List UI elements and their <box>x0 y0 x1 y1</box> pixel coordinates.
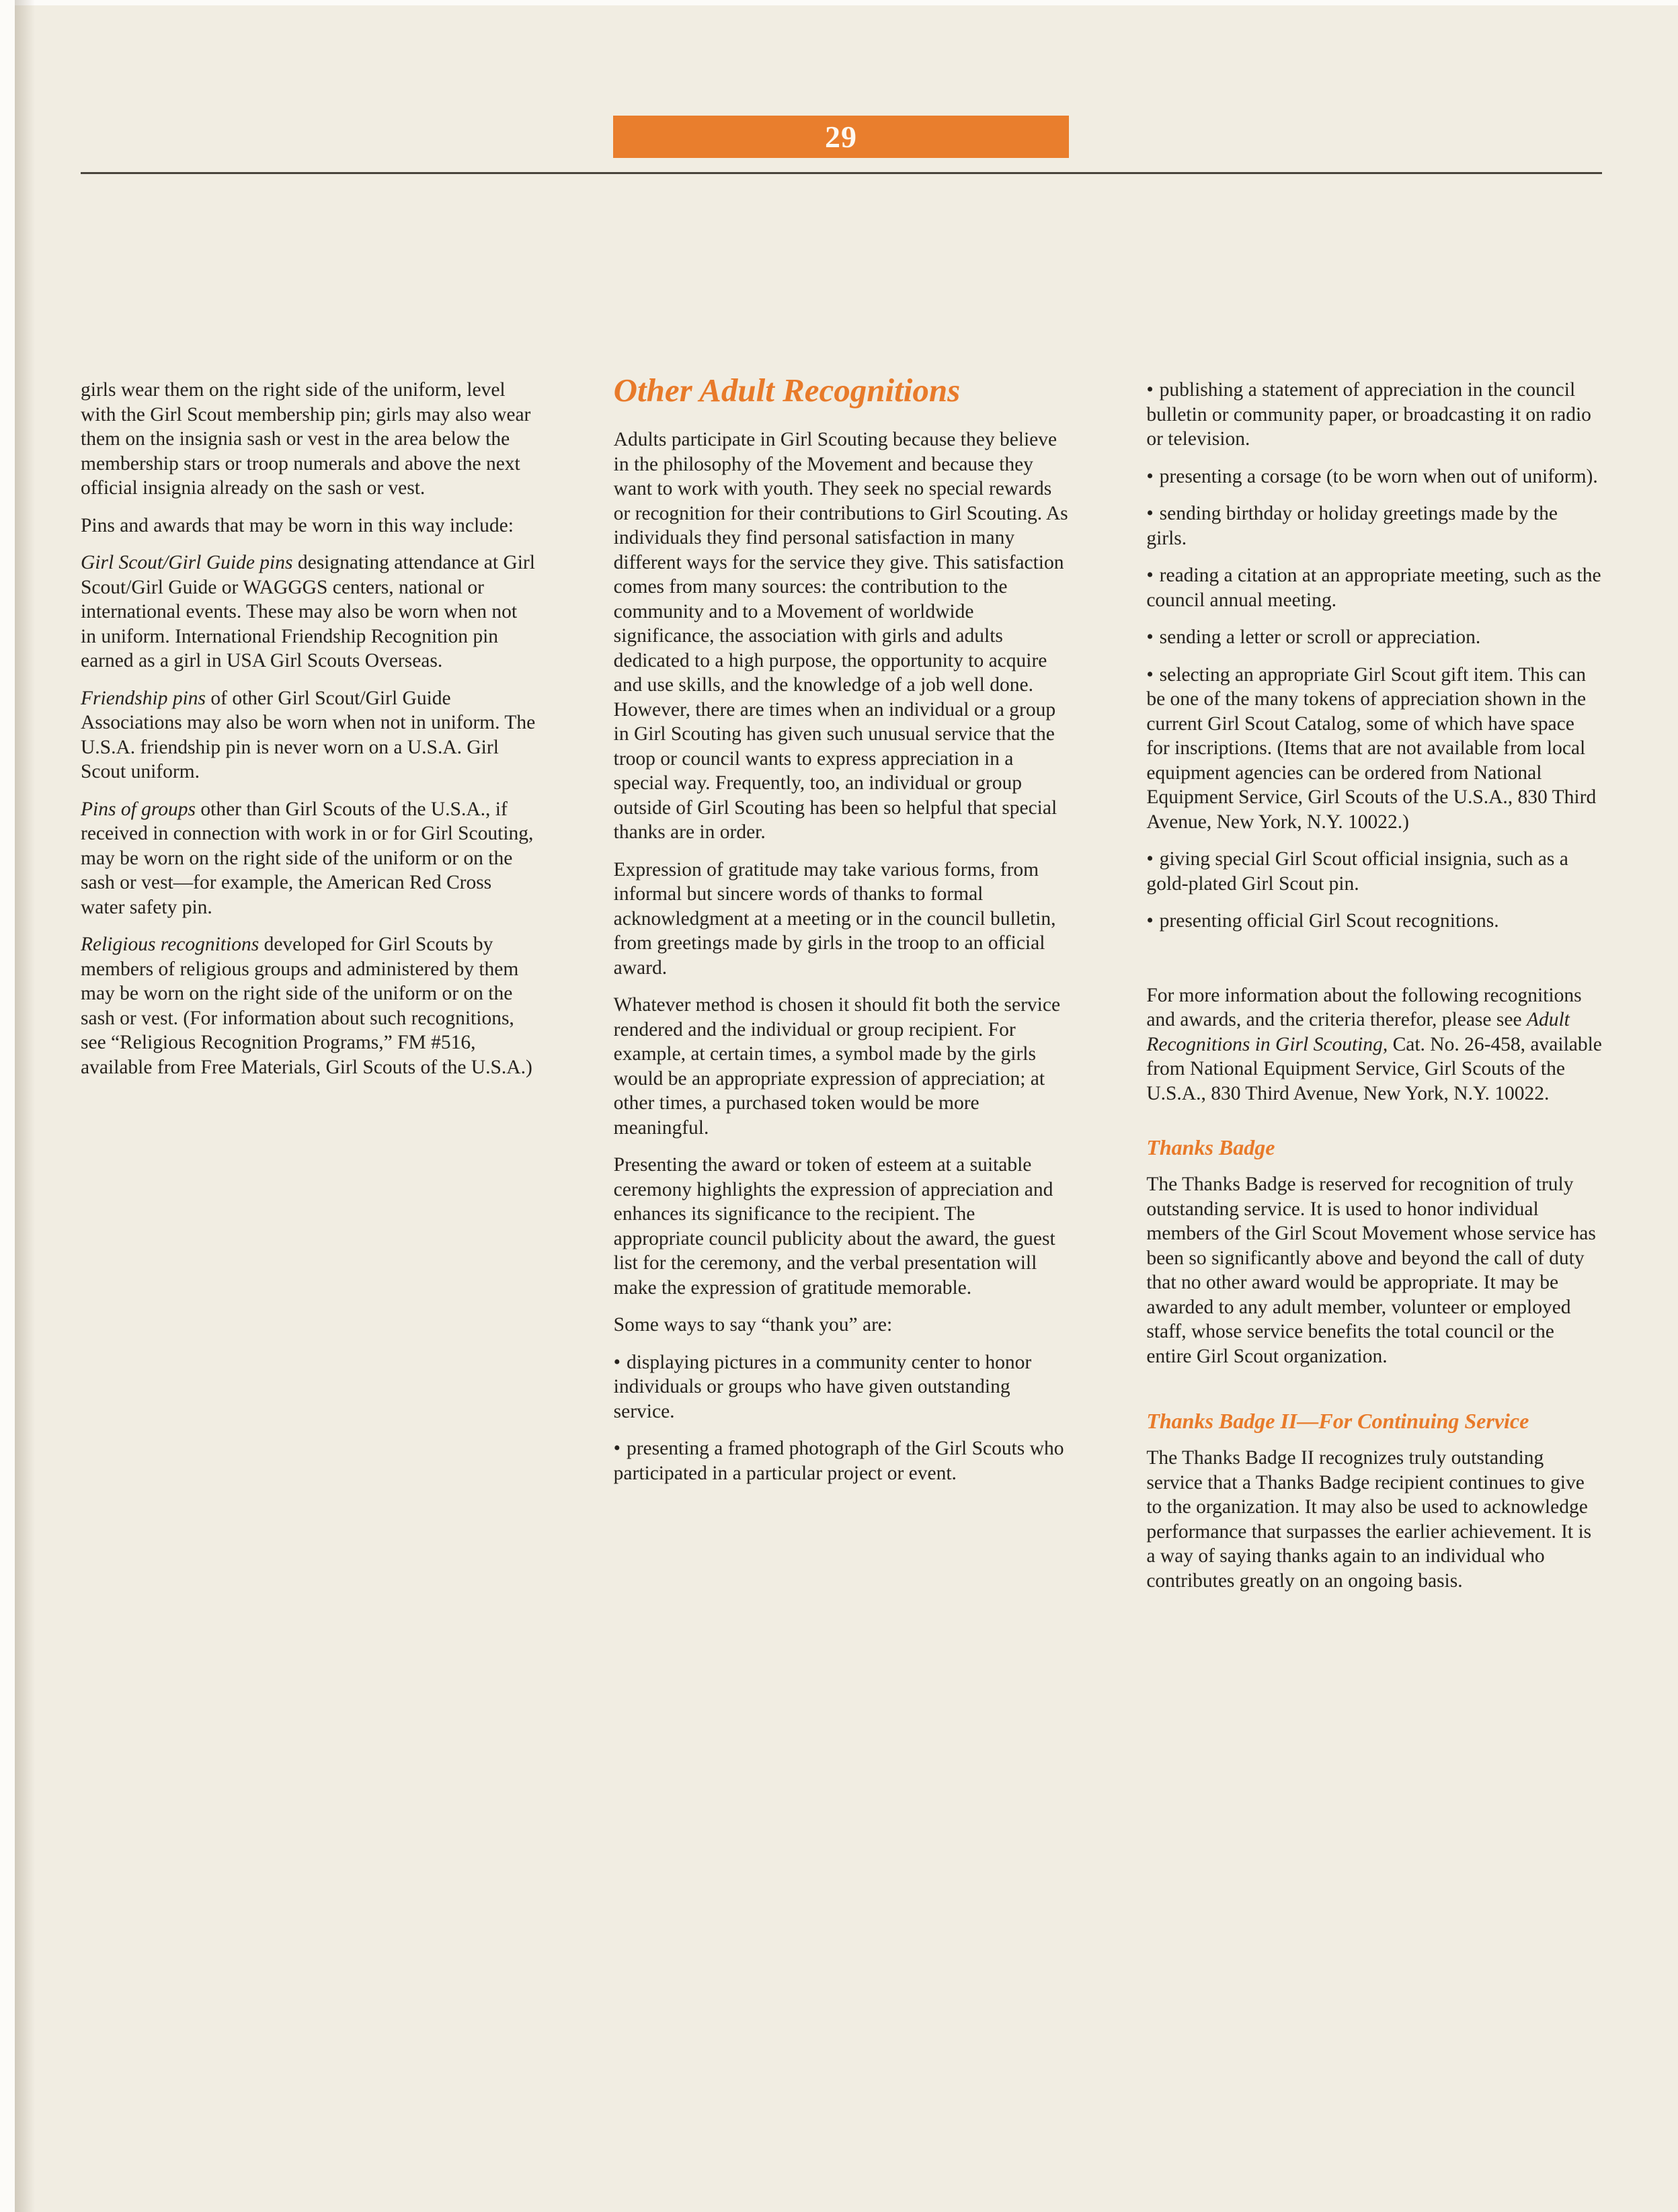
bullet-marker: • <box>1146 565 1154 586</box>
paragraph: The Thanks Badge II recognizes truly outstanding service that a Thanks Badge recipient continues to give to the organization. It may also be used to acknowledge performance that surpasses the earlier achievement. It is a way of saying thanks again to an individual who contributes greatly on an ongoing basis. <box>1146 1447 1592 1592</box>
scan-edge-shadow <box>15 0 35 2212</box>
italic-title: Adult Recognitions in Girl Scouting, <box>1146 1009 1570 1055</box>
bullet-marker: • <box>1146 465 1154 487</box>
info-paragraph <box>1146 983 1602 1106</box>
bullet-marker: • <box>1146 910 1154 932</box>
bullet-item <box>614 1350 1070 1424</box>
italic-lead: Religious recognitions <box>81 934 259 955</box>
bullet-text: presenting a framed photograph of the Girl Scouts who participated in a particular project or event. <box>613 1438 1064 1484</box>
subsection-heading-thanks-badge: Thanks Badge <box>1146 1135 1275 1159</box>
scan-edge-top <box>0 0 1678 5</box>
bullet-item <box>1146 501 1602 550</box>
bullet-text: publishing a statement of appreciation in the council bulletin or community paper, or broadcasting it on radio or television. <box>1146 379 1591 450</box>
bullet-marker: • <box>613 1351 621 1373</box>
bullet-text: presenting a corsage (to be worn when out of uniform). <box>1159 465 1598 487</box>
bullet-text: selecting an appropriate Girl Scout gift item. This can be one of the many tokens of appreciation shown in the current Girl Scout Catalog, some of which have space for inscriptions. (Items that are not available from local equipment agencies can be ordered from National Equipment Service, Girl Scouts of the U.S.A., 830 Third Avenue, New York, N.Y. 10022.) <box>1146 663 1597 833</box>
bullet-item <box>1146 378 1602 452</box>
paragraph <box>81 550 536 673</box>
italic-lead: Friendship pins <box>81 687 206 709</box>
bullet-item <box>1146 847 1602 896</box>
italic-lead: Pins of groups <box>81 798 196 820</box>
bullet-marker: • <box>613 1438 621 1459</box>
bullet-item <box>1146 909 1602 934</box>
subsection-heading-thanks-badge-2: Thanks Badge II—For Continuing Service <box>1146 1409 1529 1433</box>
bullet-item <box>1146 464 1602 489</box>
paragraph <box>81 686 536 784</box>
paragraph: girls wear them on the right side of the uniform, level with the Girl Scout membership pin; girls may also wear them on the insignia sash or vest in the area below the membership stars or troop numerals and above the next official insignia already on the sash or vest. <box>81 379 531 499</box>
italic-lead: Girl Scout/Girl Guide pins <box>81 552 293 573</box>
bullet-text: presenting official Girl Scout recognitions. <box>1159 910 1499 932</box>
scan-edge-left <box>0 0 15 2212</box>
bullet-marker: • <box>1146 626 1154 648</box>
paragraph: Adults participate in Girl Scouting because they believe in the philosophy of the Movement and because they want to work with youth. They seek no special rewards or recognition for their contributions to Girl Scouting. As individuals they find personal satisfaction in many different ways for the service they give. This satisfaction comes from many sources: the contribution to the community and to a Movement of worldwide significance, the association with girls and adults dedicated to a high purpose, the opportunity to acquire and use skills, and the knowledge of a job well done. However, there are times when an individual or a group in Girl Scouting has given such unusual service that the troop or council wants to express appreciation in a special way. Frequently, too, an individual or group outside of Girl Scouting has been so helpful that special thanks are in order. <box>613 429 1068 843</box>
header-divider <box>81 172 1602 174</box>
right-column <box>1146 378 1602 1606</box>
content-columns <box>81 372 1602 1606</box>
info-text-post: Cat. No. 26-458, available from National Equipment Service, Girl Scouts of the U.S.A., 830 Third Avenue, New York, N.Y. 10022. <box>1146 1033 1602 1104</box>
paragraph-text: other than Girl Scouts of the U.S.A., if received in connection with work in or for Girl Scouting, may be worn on the right side of the uniform or on the sash or vest—for example, the American Red Cross water safety pin. <box>81 798 534 918</box>
paragraph-text: developed for Girl Scouts by members of religious groups and administered by them may be worn on the right side of the uniform or on the sash or vest. (For information about such recognitions, see “Religious Recognition Programs,” FM #516, available from Free Materials, Girl Scouts of the U.S.A.) <box>81 934 532 1078</box>
bullet-item <box>1146 625 1602 650</box>
bullet-text: displaying pictures in a community center to honor individuals or groups who have given outstanding service. <box>613 1351 1032 1422</box>
page-number-banner <box>613 116 1069 158</box>
info-text-pre: For more information about the following recognitions and awards, and the criteria therefor, please see <box>1146 984 1582 1030</box>
bullet-marker: • <box>1146 379 1154 401</box>
bullet-marker: • <box>1146 503 1154 524</box>
bullet-marker: • <box>1146 663 1154 686</box>
paragraph <box>81 797 536 920</box>
left-column <box>81 378 536 1606</box>
paragraph <box>81 932 536 1079</box>
paragraph-text: designating attendance at Girl Scout/Girl Guide or WAGGGS centers, national or international events. These may also be worn when not in uniform. International Friendship Recognition pin earned as a girl in USA Girl Scouts Overseas. <box>81 552 535 671</box>
paragraph: Pins and awards that may be worn in this way include: <box>81 514 514 536</box>
paragraph: Whatever method is chosen it should fit both the service rendered and the individual or group recipient. For example, at certain times, a symbol made by the girls would be an appropriate expression of appreciation; at other times, a purchased token would be more meaningful. <box>613 994 1061 1139</box>
paragraph: Expression of gratitude may take various forms, from informal but sincere words of thanks to formal acknowledgment at a meeting or in the council bulletin, from greetings made by girls in the troop to an official award. <box>613 858 1056 979</box>
bullet-text: reading a citation at an appropriate meeting, such as the council annual meeting. <box>1146 565 1601 611</box>
middle-column <box>613 372 1070 1606</box>
bullet-text: sending birthday or holiday greetings made by the girls. <box>1146 503 1558 549</box>
bullet-text: giving special Girl Scout official insignia, such as a gold-plated Girl Scout pin. <box>1146 848 1568 895</box>
paragraph-text: of other Girl Scout/Girl Guide Associations may also be worn when not in uniform. The U.S.A. friendship pin is never worn on a U.S.A. Girl Scout uniform. <box>81 687 536 782</box>
bullet-item <box>1146 563 1602 612</box>
bullet-item <box>1146 663 1602 835</box>
bullet-text: sending a letter or scroll or appreciation. <box>1159 626 1481 648</box>
paragraph: The Thanks Badge is reserved for recognition of truly outstanding service. It is used to honor individual members of the Girl Scout Movement whose service has been so significantly above and beyond the call of duty that no other award would be appropriate. It may be awarded to any adult member, volunteer or employed staff, whose service benefits the total council or the entire Girl Scout organization. <box>1146 1174 1596 1367</box>
section-heading: Other Adult Recognitions <box>613 372 961 409</box>
bullet-item <box>614 1436 1070 1485</box>
bullet-marker: • <box>1146 848 1154 870</box>
page-number: 29 <box>825 120 857 154</box>
paragraph: Presenting the award or token of esteem at a suitable ceremony highlights the expression of appreciation and enhances its significance to the recipient. The appropriate council publicity about the award, the guest list for the ceremony, and the verbal presentation will make the expression of gratitude memorable. <box>613 1154 1055 1299</box>
paragraph: Some ways to say “thank you” are: <box>613 1314 893 1336</box>
